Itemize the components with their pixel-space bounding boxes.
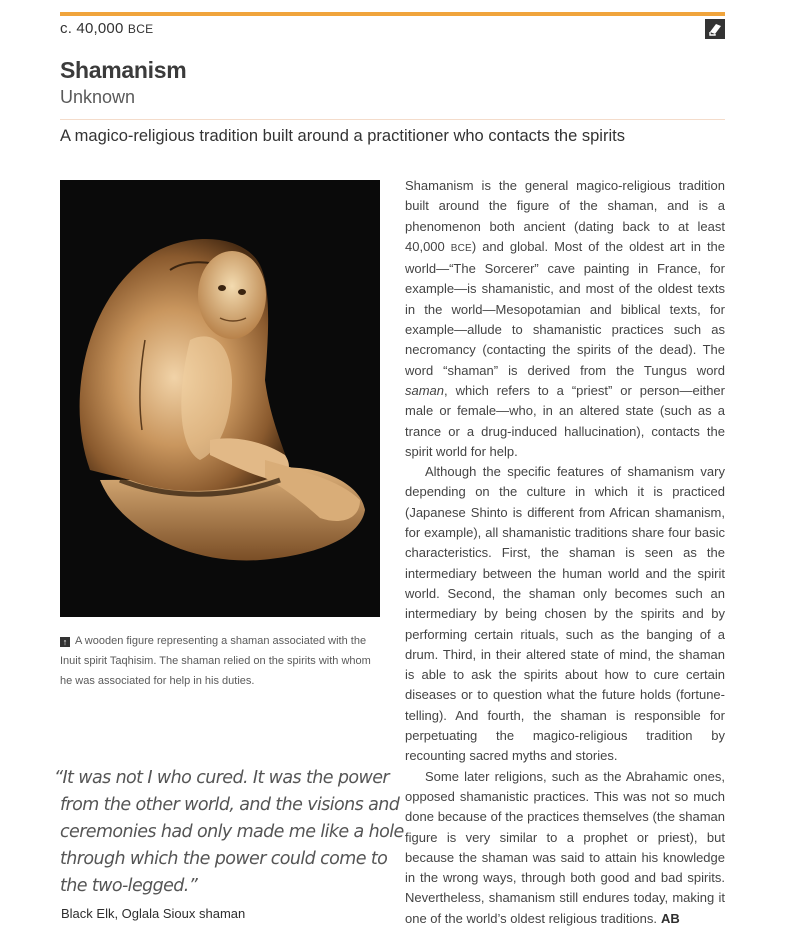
pull-quote [54,765,404,900]
body-paragraph-2: Although the specific features of shamanism vary depending on the culture in which it is practiced (Japanese Shinto is different from African shamanism, for example), all shamanistic traditions share four basic characteristics. First, the shaman is seen as the intermediary between the human world and the spirit world. Second, the shaman only becomes such an intermediary by being chosen by the spirits and by performing certain rituals, such as the banging of a drum. Third, in their altered state of mind, the shaman is able to ask the spirits about how to cure certain diseases or to question what the future holds (fortune-telling). And fourth, the shaman is responsible for perpetuating the magico-religious tradition by recounting sacred myths and stories. [405,464,725,764]
entry-title: Shamanism [60,57,187,83]
quote-line: from the other world, and the visions and [60,795,400,815]
body-text: ) and global. Most of the oldest art in the world—“The Sorcerer” cave painting in France, for example—is shamanistic, and most of the oldest texts in the world—Mesopotamian and biblical texts, for example—allude to shamanistic practices such as necromancy (contacting the spirits of the dead). The word “shaman” is derived from the Tungus word [405,238,726,378]
author-initials: AB [660,910,680,926]
body-text: Shamanism is the general magico-religious tradition built around the figure of the shaman, and is a phenomenon both ancient (dating back to at least 40,000 [405,178,725,254]
italic-term: saman [405,382,445,398]
date-value: c. 40,000 [60,20,124,37]
quote-attribution: Black Elk, Oglala Sioux shaman [61,906,246,921]
quote-line: through which the power could come to [60,849,388,869]
title-divider [60,119,725,120]
era-smallcaps: BCE [450,242,472,254]
article-body [405,176,725,929]
caption-text: A wooden figure representing a shaman associated with the Inuit spirit Taqhisim. The shaman relied on the spirits with whom he was associated for help in his duties. [60,635,371,687]
date-label [60,20,153,37]
arrow-up-icon: ↑ [60,637,70,647]
wooden-figure-illustration [60,180,380,617]
entry-subtitle: Unknown [60,87,136,107]
accent-rule [60,12,725,16]
quote-line: the two-legged.” [60,876,198,896]
book-icon [705,19,725,39]
body-text: Some later religions, such as the Abrahamic ones, opposed shamanistic practices. This was not so much done because of the practices themselves (the shaman figure is very similar to a prophet or priest), but because the shaman was said to attain his knowledge in the wrong ways, through both good and bad spirits. Nevertheless, shamanism still endures today, making it one of the world’s oldest religious traditions. [405,768,725,926]
body-paragraph-3 [405,767,725,929]
date-era: BCE [127,22,154,36]
quote-line: “It was not I who cured. It was the power [54,768,389,788]
entry-tagline: A magico-religious tradition built around a practitioner who contacts the spirits [60,127,625,145]
body-text: , which refers to a “priest” or person—either male or female—who, in an altered state (such as a trance or a drug-induced hallucination), contacts the spirit world for help. [405,382,725,459]
figure-caption [60,631,385,691]
book-icon-glyph [707,21,723,37]
body-paragraph-1 [405,176,725,462]
shaman-figure-photo [60,180,380,617]
quote-line: ceremonies had only made me like a hole [60,822,404,842]
